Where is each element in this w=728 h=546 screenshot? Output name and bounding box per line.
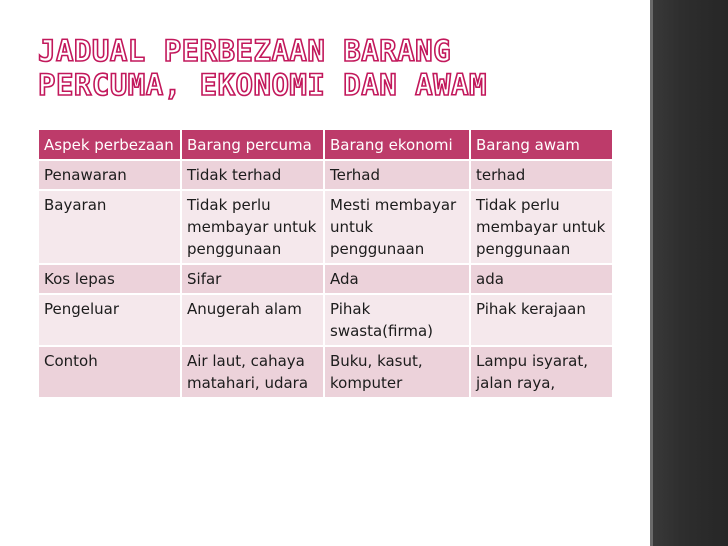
table-cell: Penawaran — [38, 160, 181, 190]
table-row — [38, 264, 613, 294]
table-cell: Terhad — [324, 160, 470, 190]
table-cell: Pihak kerajaan — [470, 294, 613, 346]
table-cell: Tidak perlu membayar untuk penggunaan — [470, 190, 613, 264]
table-cell: Pengeluar — [38, 294, 181, 346]
slide-title-line-2: PERCUMA, EKONOMI DAN AWAM — [38, 68, 487, 102]
header-free-goods: Barang percuma — [181, 129, 324, 160]
table-cell: Pihak swasta(firma) — [324, 294, 470, 346]
table-cell: Contoh — [38, 346, 181, 398]
table-row — [38, 346, 613, 398]
table-cell: terhad — [470, 160, 613, 190]
header-economic-goods: Barang ekonomi — [324, 129, 470, 160]
table-cell: Kos lepas — [38, 264, 181, 294]
table-cell: Tidak perlu membayar untuk penggunaan — [181, 190, 324, 264]
table-cell: Bayaran — [38, 190, 181, 264]
header-aspect: Aspek perbezaan — [38, 129, 181, 160]
table-cell: Lampu isyarat, jalan raya, — [470, 346, 613, 398]
header-public-goods: Barang awam — [470, 129, 613, 160]
table-cell: Anugerah alam — [181, 294, 324, 346]
table-cell: Buku, kasut, komputer — [324, 346, 470, 398]
table-cell: Mesti membayar untuk penggunaan — [324, 190, 470, 264]
table-row — [38, 160, 613, 190]
comparison-table — [37, 128, 614, 399]
slide-title-line-1: JADUAL PERBEZAAN BARANG — [38, 34, 452, 68]
table-cell: Air laut, cahaya matahari, udara — [181, 346, 324, 398]
table-cell: Sifar — [181, 264, 324, 294]
table-cell: ada — [470, 264, 613, 294]
table-cell: Tidak terhad — [181, 160, 324, 190]
table-row — [38, 190, 613, 264]
table-header-row — [38, 129, 613, 160]
table-cell: Ada — [324, 264, 470, 294]
table-row — [38, 294, 613, 346]
decorative-side-band — [650, 0, 728, 546]
